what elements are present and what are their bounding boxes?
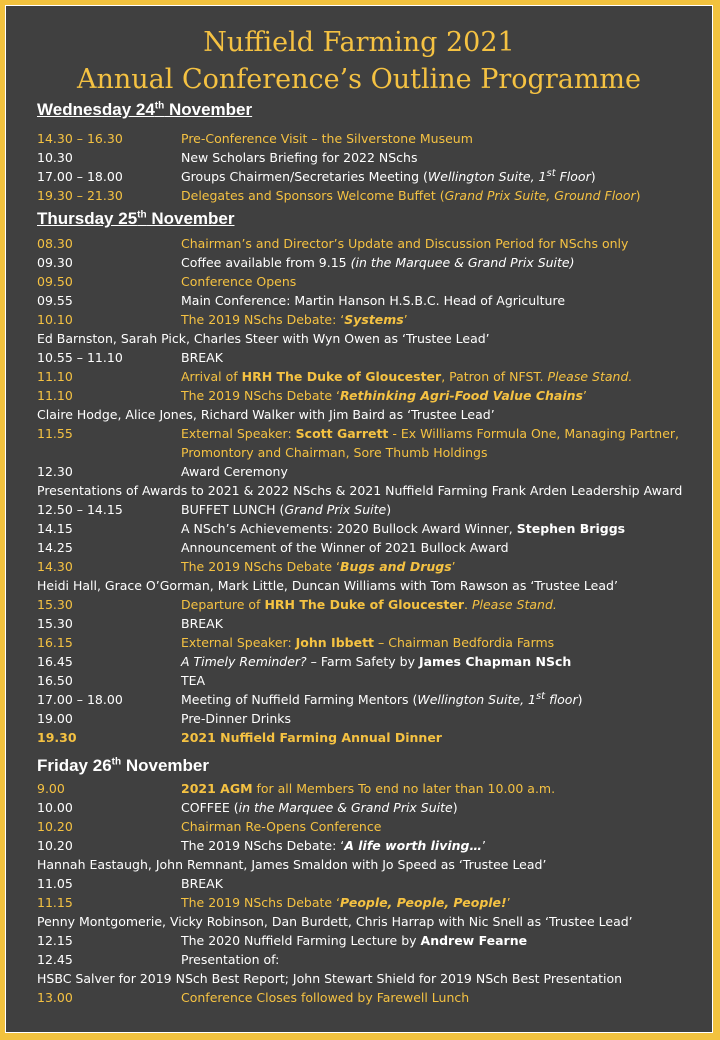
schedule-row-speakers: Claire Hodge, Alice Jones, Richard Walker with Jim Baird as ‘Trustee Lead’ (37, 407, 495, 422)
day-heading-friday: Friday 26th November (37, 756, 209, 775)
day-heading-thursday: Thursday 25th November (37, 209, 235, 228)
page-title: Nuffield Farming 2021 (203, 27, 515, 58)
schedule-row: 09.55 Main Conference: Martin Hanson H.S.B.C. Head of Agriculture (37, 293, 566, 308)
schedule-row: 11.10 The 2019 NSchs Debate ‘Rethinking Agri-Food Value Chains’ (37, 388, 587, 403)
schedule-row: 13.00 Conference Closes followed by Farewell Lunch (37, 990, 470, 1005)
schedule-row: 11.55 External Speaker: Scott Garrett - Ex Williams Formula One, Managing Partner, (37, 426, 680, 441)
schedule-row: 11.10 Arrival of HRH The Duke of Gloucester, Patron of NFST. Please Stand. (37, 369, 633, 384)
schedule-row-continued: Promontory and Chairman, Sore Thumb Holdings (181, 445, 488, 460)
schedule-row: 10.10 The 2019 NSchs Debate: ‘Systems’ (37, 312, 408, 327)
schedule-row: 19.30 2021 Nuffield Farming Annual Dinner (37, 730, 442, 745)
schedule-row: 16.50 TEA (37, 673, 206, 688)
schedule-row: 19.30 – 21.30 Delegates and Sponsors Welcome Buffet (Grand Prix Suite, Ground Floor) (37, 188, 641, 203)
schedule-row: 09.50 Conference Opens (37, 274, 297, 289)
schedule-row: 10.20 The 2019 NSchs Debate: ‘A life worth living…’ (37, 838, 486, 853)
schedule-row: 11.05 BREAK (37, 876, 223, 891)
programme-panel (5, 5, 713, 1033)
day-heading-wednesday: Wednesday 24th November (37, 100, 253, 119)
schedule-row-speakers: Penny Montgomerie, Vicky Robinson, Dan Burdett, Chris Harrap with Nic Snell as ‘Trustee Lead’ (37, 914, 633, 929)
schedule-row: 19.00 Pre-Dinner Drinks (37, 711, 292, 726)
schedule-row: 14.30 The 2019 NSchs Debate ‘Bugs and Drugs’ (37, 559, 456, 574)
schedule-row: 17.00 – 18.00 Groups Chairmen/Secretaries Meeting (Wellington Suite, 1st Floor) (37, 167, 596, 184)
schedule-row: 14.30 – 16.30 Pre-Conference Visit – the Silverstone Museum (37, 131, 473, 146)
schedule-row: 14.15 A NSch’s Achievements: 2020 Bullock Award Winner, Stephen Briggs (37, 521, 626, 536)
schedule-row-speakers: Heidi Hall, Grace O’Gorman, Mark Little, Duncan Williams with Tom Rawson as ‘Trustee Lead’ (37, 578, 618, 593)
schedule-row-speakers: Hannah Eastaugh, John Remnant, James Smaldon with Jo Speed as ‘Trustee Lead’ (37, 857, 547, 872)
schedule-row: 15.30 BREAK (37, 616, 223, 631)
schedule-row: 12.30 Award Ceremony (37, 464, 288, 479)
schedule-row: 12.45 Presentation of: (37, 952, 280, 967)
schedule-row: 11.15 The 2019 NSchs Debate ‘People, People, People!’ (37, 895, 511, 910)
schedule-row: 12.15 The 2020 Nuffield Farming Lecture by Andrew Fearne (37, 933, 528, 948)
page-subtitle: Annual Conference’s Outline Programme (76, 64, 642, 95)
schedule-row: 14.25 Announcement of the Winner of 2021 Bullock Award (37, 540, 509, 555)
schedule-row-speakers: Ed Barnston, Sarah Pick, Charles Steer with Wyn Owen as ‘Trustee Lead’ (37, 331, 490, 346)
schedule-row-awards: HSBC Salver for 2019 NSch Best Report; John Stewart Shield for 2019 NSch Best Presentation (37, 971, 623, 986)
schedule-row: 10.55 – 11.10 BREAK (37, 350, 223, 365)
schedule-row: 15.30 Departure of HRH The Duke of Gloucester. Please Stand. (37, 597, 557, 612)
schedule-row: 17.00 – 18.00 Meeting of Nuffield Farming Mentors (Wellington Suite, 1st floor) (37, 690, 583, 707)
schedule-row: 10.20 Chairman Re-Opens Conference (37, 819, 382, 834)
schedule-row: 16.45 A Timely Reminder? – Farm Safety by James Chapman NSch (37, 654, 572, 669)
schedule-row: 9.00 2021 AGM for all Members To end no later than 10.00 a.m. (37, 781, 556, 796)
schedule-row-awards: Presentations of Awards to 2021 & 2022 NSchs & 2021 Nuffield Farming Frank Arden Leadership Award (37, 483, 683, 498)
schedule-row: 16.15 External Speaker: John Ibbett – Chairman Bedfordia Farms (37, 635, 555, 650)
schedule-row: 09.30 Coffee available from 9.15 (in the Marquee & Grand Prix Suite) (37, 255, 575, 270)
schedule-row: 08.30 Chairman’s and Director’s Update and Discussion Period for NSchs only (37, 236, 629, 251)
schedule-row: 12.50 – 14.15 BUFFET LUNCH (Grand Prix Suite) (37, 502, 392, 517)
schedule-row: 10.00 COFFEE (in the Marquee & Grand Prix Suite) (37, 800, 458, 815)
schedule-row: 10.30 New Scholars Briefing for 2022 NSchs (37, 150, 418, 165)
